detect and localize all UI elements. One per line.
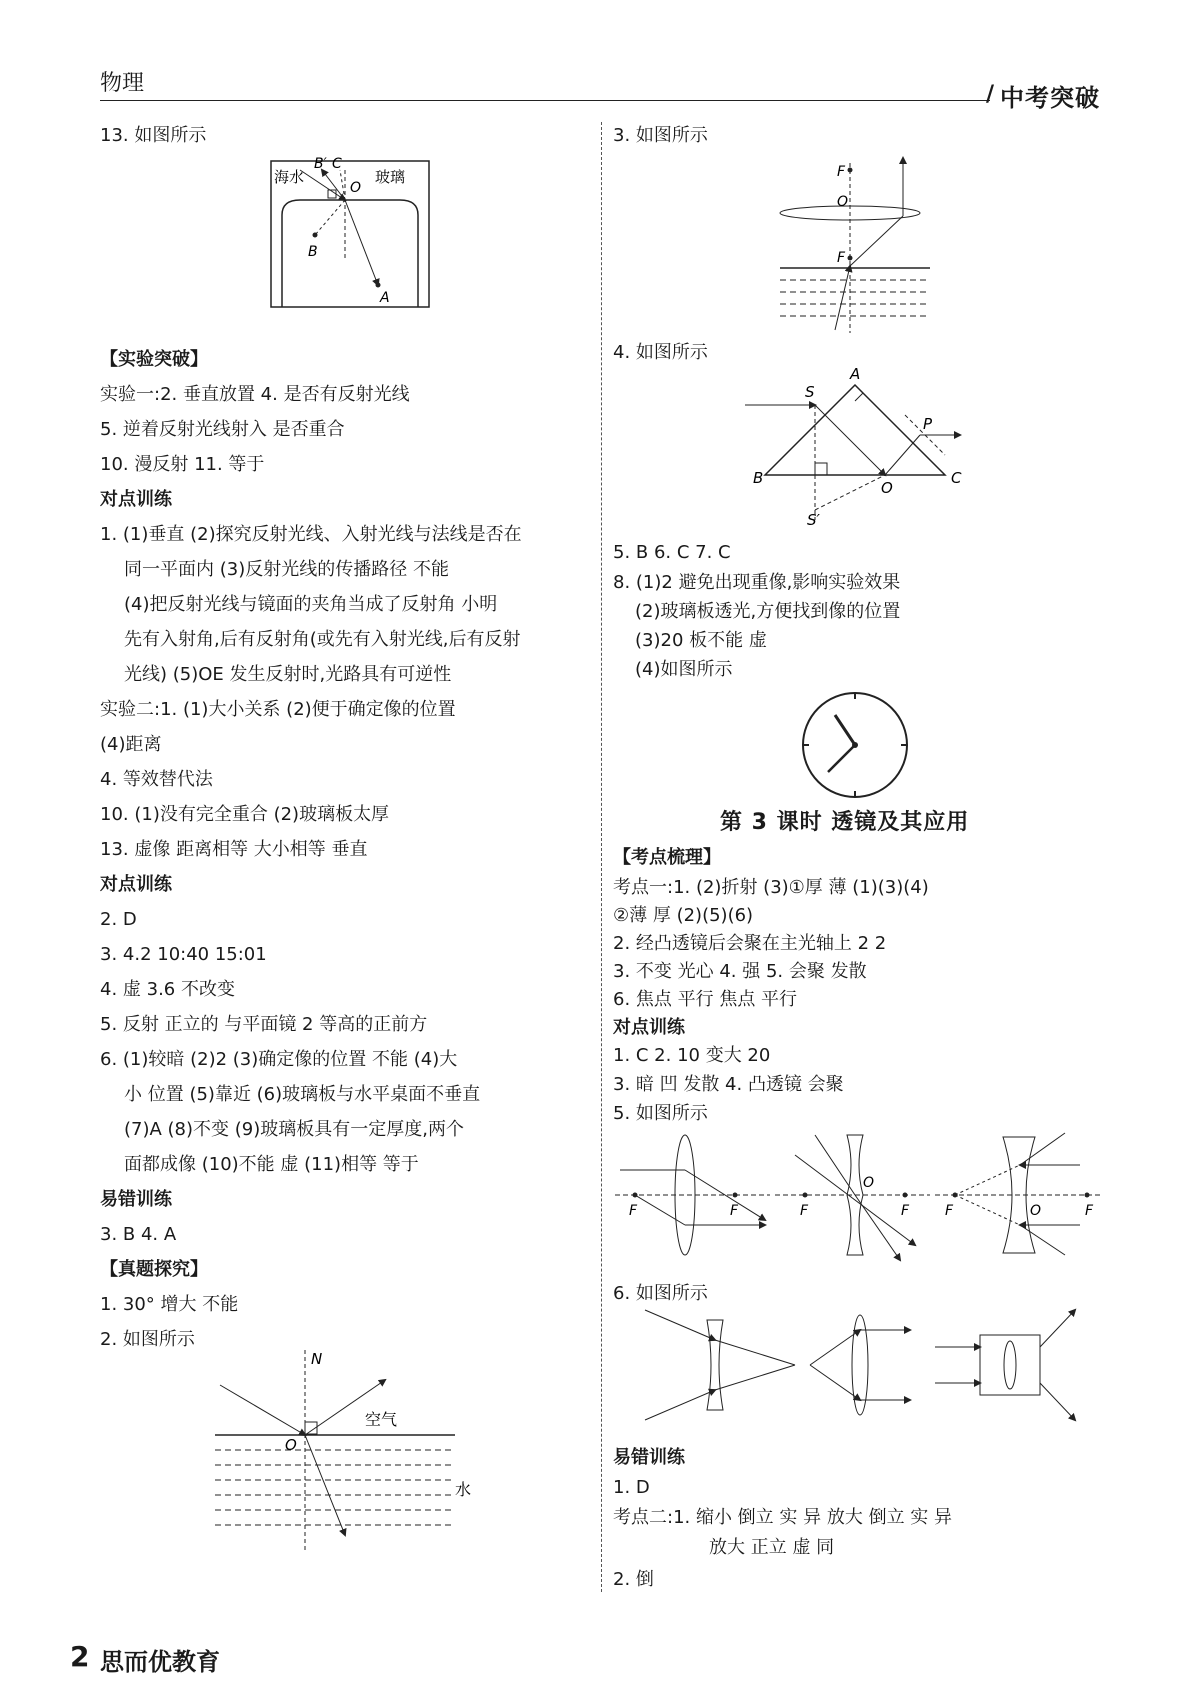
answer-line: 3. 如图所示 <box>613 125 708 146</box>
label: O <box>350 180 362 196</box>
label: F <box>837 164 846 180</box>
label: F <box>800 1203 809 1219</box>
answer-line: (4)距离 <box>100 734 162 755</box>
label: F <box>901 1203 910 1219</box>
section-heading: 对点训练 <box>100 489 172 510</box>
answer-line: 2. D <box>100 909 137 930</box>
section-heading: 【实验突破】 <box>100 349 208 370</box>
answer-line: 10. (1)没有完全重合 (2)玻璃板太厚 <box>100 804 390 825</box>
figure-5-lenses <box>615 1125 1100 1260</box>
answer-line: 4. 虚 3.6 不改变 <box>100 979 235 1000</box>
label: F <box>1085 1203 1094 1219</box>
answer-line: (2)玻璃板透光,方便找到像的位置 <box>635 601 901 622</box>
label: B′ <box>314 156 327 172</box>
answer-line: (4)如图所示 <box>635 659 733 680</box>
label: A <box>380 290 390 306</box>
label: N <box>311 1350 323 1368</box>
header-rule <box>100 100 990 101</box>
answer-line: 2. 经凸透镜后会聚在主光轴上 2 2 <box>613 933 887 954</box>
section-heading: 易错训练 <box>613 1447 685 1468</box>
label: 海水 <box>274 168 305 186</box>
label: C <box>951 469 962 487</box>
answer-line: 3. B 4. A <box>100 1224 177 1245</box>
label: B <box>308 244 318 260</box>
lesson-title: 第 3 课时 透镜及其应用 <box>720 810 970 835</box>
answer-line: 2. 倒 <box>613 1569 654 1590</box>
answer-line: 小 位置 (5)靠近 (6)玻璃板与水平桌面不垂直 <box>124 1084 481 1105</box>
answer-line: 2. 如图所示 <box>100 1329 195 1350</box>
subject-label: 物理 <box>100 71 145 96</box>
label: F <box>629 1203 638 1219</box>
answer-line: 5. 如图所示 <box>613 1103 708 1124</box>
header-slash: / <box>986 82 995 107</box>
label: P <box>923 415 933 433</box>
label: 水 <box>455 1480 472 1499</box>
answer-line: 5. B 6. C 7. C <box>613 542 731 563</box>
answer-line: 面都成像 (10)不能 虚 (11)相等 等于 <box>124 1154 419 1175</box>
label: O <box>837 194 849 210</box>
answer-line: 6. 焦点 平行 焦点 平行 <box>613 989 798 1010</box>
answer-line: 4. 如图所示 <box>613 342 708 363</box>
answer-line: 1. 30° 增大 不能 <box>100 1294 239 1315</box>
label: S <box>805 383 815 401</box>
figure-6-lenses <box>645 1305 1085 1430</box>
answer-line: 实验一:2. 垂直放置 4. 是否有反射光线 <box>100 384 410 405</box>
answer-line: 先有入射角,后有反射角(或先有入射光线,后有反射 <box>124 629 521 650</box>
answer-line: 5. 逆着反射光线射入 是否重合 <box>100 419 345 440</box>
series-title: 中考突破 <box>1000 84 1100 112</box>
figure-13-refraction <box>270 156 430 310</box>
label: S′ <box>807 511 820 529</box>
section-heading: 【考点梳理】 <box>613 847 721 868</box>
section-heading: 对点训练 <box>613 1017 685 1038</box>
answer-line: (4)把反射光线与镜面的夹角当成了反射角 小明 <box>124 594 498 615</box>
answer-line: 1. C 2. 10 变大 20 <box>613 1045 771 1066</box>
label: O <box>285 1436 297 1454</box>
answer-line: 5. 反射 正立的 与平面镜 2 等高的正前方 <box>100 1014 428 1035</box>
answer-line: 4. 等效替代法 <box>100 769 213 790</box>
column-divider <box>601 122 602 1592</box>
label: A <box>850 365 861 383</box>
answer-line: ②薄 厚 (2)(5)(6) <box>613 905 754 926</box>
answer-line: 10. 漫反射 11. 等于 <box>100 454 265 475</box>
answer-line: 3. 不变 光心 4. 强 5. 会聚 发散 <box>613 961 867 982</box>
answer-line: 13. 虚像 距离相等 大小相等 垂直 <box>100 839 368 860</box>
label: B <box>753 469 764 487</box>
answer-line: 6. (1)较暗 (2)2 (3)确定像的位置 不能 (4)大 <box>100 1049 458 1070</box>
label: F <box>730 1203 739 1219</box>
figure-3-lens-water <box>775 158 935 333</box>
answer-line: 考点一:1. (2)折射 (3)①厚 薄 (1)(3)(4) <box>613 877 929 898</box>
figure-water-refraction <box>215 1350 472 1555</box>
label: F <box>837 250 846 266</box>
answer-line: 光线) (5)OE 发生反射时,光路具有可逆性 <box>124 664 452 685</box>
section-heading: 易错训练 <box>100 1189 172 1210</box>
answer-line: 1. (1)垂直 (2)探究反射光线、入射光线与法线是否在 <box>100 524 522 545</box>
page-number: 2 <box>70 1640 90 1673</box>
answer-line: 1. D <box>613 1477 650 1498</box>
label: O <box>863 1175 875 1191</box>
answer-line: 8. (1)2 避免出现重像,影响实验效果 <box>613 572 901 593</box>
clock-figure <box>800 690 910 800</box>
label: 玻璃 <box>375 168 406 186</box>
answer-line: 考点二:1. 缩小 倒立 实 异 放大 倒立 实 异 <box>613 1507 953 1528</box>
label: F <box>945 1203 954 1219</box>
answer-line: 实验二:1. (1)大小关系 (2)便于确定像的位置 <box>100 699 456 720</box>
label: O <box>881 479 893 497</box>
figure-4-prism <box>745 365 975 529</box>
label: 空气 <box>365 1410 398 1429</box>
answer-line: 放大 正立 虚 同 <box>709 1537 835 1558</box>
answer-line: 3. 4.2 10:40 15:01 <box>100 944 267 965</box>
answer-line: (7)A (8)不变 (9)玻璃板具有一定厚度,两个 <box>124 1119 464 1140</box>
label: C <box>332 156 342 172</box>
answer-line: 3. 暗 凹 发散 4. 凸透镜 会聚 <box>613 1074 844 1095</box>
section-heading: 对点训练 <box>100 874 172 895</box>
answer-line: (3)20 板不能 虚 <box>635 630 767 651</box>
answer-line: 13. 如图所示 <box>100 125 207 146</box>
label: O <box>1030 1203 1042 1219</box>
section-heading: 【真题探究】 <box>100 1259 208 1280</box>
answer-line: 6. 如图所示 <box>613 1283 708 1304</box>
answer-line: 同一平面内 (3)反射光线的传播路径 不能 <box>124 559 449 580</box>
brand-logo-text: 思而优教育 <box>100 1648 220 1676</box>
